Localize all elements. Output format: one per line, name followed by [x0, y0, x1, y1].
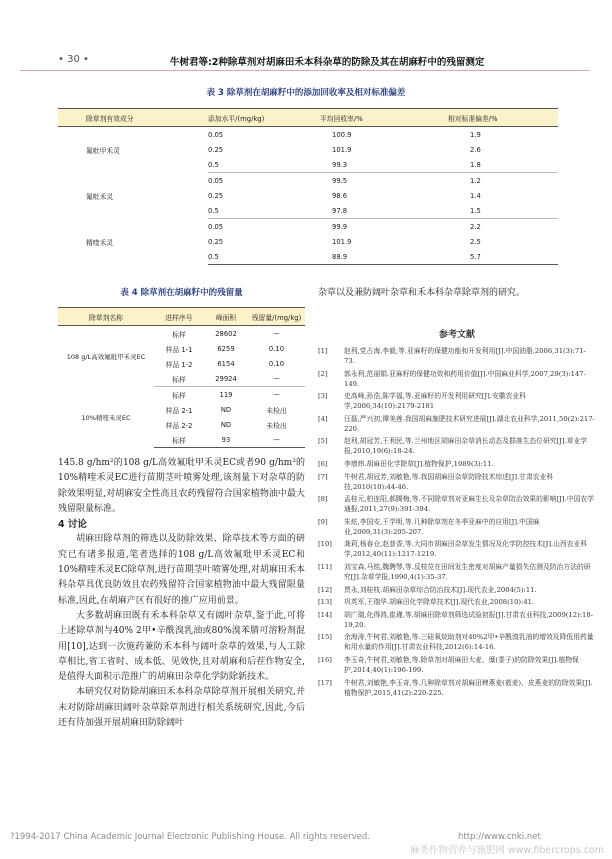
- table3-header-cell: 平均回收率/%: [320, 109, 448, 127]
- reference-text: 牛树君,胡冠芳,刘敏艳,等.我国胡麻田杂草防除技术综述[J].甘肃农业科技,2010(10):44-46.: [344, 472, 554, 491]
- reference-number: [4]: [318, 414, 328, 423]
- reference-item: [318, 369, 596, 389]
- reference-number: [13]: [318, 598, 332, 607]
- reference-item: [318, 494, 596, 514]
- table3-cell: 1.9: [470, 130, 481, 139]
- paragraph-discussion-3: 本研究仅对防除胡麻田禾本科杂草除草剂开展相关研究,并未对防除胡麻田阔叶杂草除草剂进行相关系统研究,因此,今后还有待加强开展胡麻田防除阔叶: [58, 687, 305, 729]
- reference-text: 胡广瑞,化得鸿,崔瑾,等.胡麻田除草剂筛选试验初报[J].甘肃农业科技,2009(12):18-19,20.: [344, 610, 593, 629]
- footer-url[interactable]: http://www.cnki.net: [458, 832, 541, 842]
- reference-item: [318, 655, 596, 675]
- table4-cell: 未检出: [266, 406, 287, 415]
- reference-item: [318, 610, 596, 630]
- reference-number: [2]: [318, 369, 328, 378]
- table4-header-cell: 除草剂名称: [58, 308, 154, 326]
- reference-item: [318, 678, 596, 698]
- reference-number: [6]: [318, 459, 328, 468]
- reference-item: [318, 585, 596, 595]
- table4-caption: 表 4 除草剂在胡麻籽中的残留量: [120, 288, 243, 298]
- reference-number: [5]: [318, 437, 328, 446]
- table4: [58, 307, 305, 448]
- table3-cell: 0.05: [208, 176, 224, 185]
- table3-cell: 0.5: [208, 203, 320, 219]
- table3-row: [58, 127, 558, 143]
- reference-text: 赵利,胡冠芳,王利民,等.兰州地区胡麻田杂草消长动态及群落生态位研究[J].草业学报,2010,19(6):18-24.: [344, 437, 588, 456]
- reference-item: [318, 472, 596, 492]
- reference-text: 李玉奇,牛树君,刘敏艳,等.除草剂对胡麻田大麦、糜(黍子)的防除效果[J].植物保护,2014,40(1):196-199.: [344, 655, 579, 674]
- reference-number: [17]: [318, 678, 332, 687]
- table4-cell: 119: [219, 390, 233, 399]
- table4-group-name: 10%精喹禾灵EC: [81, 413, 131, 422]
- table4-cell: 未检出: [266, 421, 287, 430]
- running-title: 牛树君等:2种除草剂对胡麻田禾本科杂草的防除及其在胡麻籽中的残留测定: [170, 57, 485, 68]
- reference-item: [318, 539, 596, 559]
- table4-cell: ND: [220, 420, 232, 429]
- reference-text: 赵利,党占海,李毅,等.亚麻籽的保健功能和开发利用[J].中国油脂,2006,31(3):71-73.: [344, 347, 586, 365]
- reference-text: 史高峰,孙浩,陈学福,等.亚麻籽的开发利用研究[J].安徽农业科学,2006,34(10):2179-2181: [344, 392, 526, 411]
- table4-cell: —: [273, 390, 280, 399]
- table3-cell: 0.05: [208, 130, 224, 139]
- reference-item: [318, 562, 596, 582]
- table4-header-cell: 进样序号: [154, 308, 204, 326]
- table3-cell: 97.8: [320, 203, 448, 219]
- table3-cell: 100.9: [332, 130, 352, 139]
- paragraph-right-continued: 杂草以及兼防阔叶杂草和禾本科杂草除草剂的研究。: [318, 288, 526, 298]
- table3-group-name: 氟吡禾灵: [86, 192, 114, 201]
- watermark: 麻类作物营养与施肥网 www.fibercrops.com: [409, 845, 604, 856]
- table3-cell: 1.4: [470, 191, 481, 200]
- reference-number: [7]: [318, 472, 328, 481]
- table4-cell: 样品 2-1: [165, 406, 193, 415]
- reference-number: [10]: [318, 540, 332, 549]
- reference-text: 朱炫,李国安,王学明,等.几种除草剂在冬季亚麻中的应用[J].中国麻业,2009,31(3):205-207.: [344, 517, 540, 536]
- table4-cell: 标样: [172, 330, 186, 339]
- reference-number: [15]: [318, 633, 332, 642]
- reference-number: [9]: [318, 517, 328, 526]
- table4-header-cell: 峰面积: [204, 308, 248, 326]
- table3-header-cell: 添加水平/(mg/kg): [208, 109, 320, 127]
- table4-cell: 29924: [204, 371, 248, 387]
- table3-cell: 1.2: [470, 176, 481, 185]
- paragraph-discussion-2: 大多数胡麻田既有禾本科杂草又有阔叶杂草,鉴于此,可将上述除草剂与40% 2甲•辛酰溴乳油或80%溴苯腈可溶粉剂混用[10],达到一次施药兼防禾本科与阔叶杂草的效果,与人工除草相比,省工省时、成本低、见效快,且对胡麻和后茬作物安全,是值得大面积示范推广的胡麻田杂草化学防除新技术。: [58, 610, 305, 683]
- table3-cell: 99.5: [332, 176, 348, 185]
- reference-list: [318, 346, 596, 698]
- table3-header-cell: 除草剂有效成分: [58, 109, 208, 127]
- table4-cell: 样品 2-2: [165, 421, 193, 430]
- page-number: • 30 •: [58, 54, 89, 65]
- table3-cell: 2.2: [470, 222, 481, 231]
- table3-cell: 99.9: [332, 222, 348, 231]
- reference-item: [318, 632, 596, 652]
- reference-text: 贾永,刘桂枝.胡麻田杂草综合防治技术[J].现代农业,2004(5):11.: [344, 585, 537, 594]
- reference-text: 余海涛,牛树君,刘敏艳,等.三硅氧烷助剂对40%2甲•辛酰溴乳油的增效及降低用药量和用水量的作用[J].甘肃农业科技,2012(6):14-16.: [344, 633, 594, 652]
- table3-cell: 2.6: [470, 145, 481, 154]
- page-header: [20, 50, 590, 71]
- reference-item: [318, 414, 596, 434]
- reference-text: 李增炜.胡麻田化学除草[J].植物保护,1989(3):11.: [344, 459, 494, 468]
- table4-header-row: [58, 308, 305, 326]
- reference-number: [1]: [318, 347, 328, 355]
- reference-item: [318, 346, 596, 366]
- table4-row: [58, 387, 305, 403]
- table4-cell: 93: [204, 432, 248, 448]
- table4-cell: 6259: [217, 344, 235, 353]
- reference-number: [11]: [318, 562, 332, 571]
- reference-number: [8]: [318, 495, 328, 504]
- reference-number: [12]: [318, 585, 332, 594]
- right-column-text: [318, 286, 596, 301]
- reference-text: 郭永利,范丽娟.亚麻籽的保健功效和药用价值[J].中国麻业科学,2007,29(3):147-149.: [344, 369, 586, 388]
- table4-cell: 标样: [154, 371, 204, 387]
- paragraph-continued: 145.8 g/hm²的108 g/L高效氟吡甲禾灵EC或者90 g/hm²的10%精喹禾灵EC进行苗期茎叶喷雾处理,该剂量下对杂草的防除效果明显,对胡麻安全性高且农药残留符合国家植物油中最大残留限量标准。: [58, 458, 305, 514]
- references-title: 参考文献: [438, 330, 475, 340]
- table3-cell: 5.7: [448, 249, 558, 265]
- table4-cell: 0.10: [268, 344, 285, 353]
- table4-row: [58, 326, 305, 342]
- reference-item: [318, 391, 596, 411]
- table4-cell: 样品 1-2: [165, 360, 193, 369]
- reference-item: [318, 436, 596, 456]
- table4-cell: —: [248, 432, 305, 448]
- table3-cell: 98.6: [332, 191, 348, 200]
- table4-group-name: 108 g/L高效氟吡甲禾灵EC: [66, 352, 146, 361]
- table3-cell: 101.9: [332, 145, 352, 154]
- table4-cell: —: [248, 371, 305, 387]
- table4-cell: 标样: [172, 391, 186, 400]
- table4-cell: 样品 1-1: [165, 345, 193, 354]
- table4-cell: ND: [220, 405, 232, 414]
- reference-text: 龚莉,杨春仓,赵普香,等.大同市胡麻田杂草发生情况及化学防控技术[J].山西农业科学,2012,40(11):1217-1219.: [344, 540, 588, 559]
- reference-number: [14]: [318, 610, 332, 619]
- left-column-text: [58, 456, 305, 731]
- reference-text: 刘宝森,马铭,魏聘琴,等.反枝苋在田间发生密度对胡麻产量损失估测及防治方法的研究[J].杂草学报,1990,4(1):35-37.: [344, 562, 591, 581]
- table3-cell: 0.05: [208, 222, 224, 231]
- table3-cell: 1.5: [448, 203, 558, 219]
- table4-cell: 0.10: [268, 359, 285, 368]
- reference-item: [318, 517, 596, 537]
- reference-item: [318, 597, 596, 607]
- table3-cell: 2.5: [470, 237, 481, 246]
- table3-group-name: 氟吡甲禾灵: [86, 146, 120, 155]
- table3-cell: 1.8: [448, 157, 558, 173]
- table3-row: [58, 173, 558, 189]
- reference-text: 牛树君,刘敏艳,李玉奇,等.几种除草剂对胡麻田稗燕麦(莜麦)、皮燕麦的防除效果[J].植物保护,2015,41(2):220-225.: [344, 678, 593, 697]
- table3-cell: 0.25: [208, 191, 224, 200]
- table3-cell: 0.5: [208, 249, 320, 265]
- table3-cell: 0.25: [208, 237, 224, 246]
- reference-text: 巩英军,王瑞华.胡麻田化学除草技术[J].现代农业,2008(10):41.: [344, 598, 535, 607]
- table3-cell: 99.3: [320, 157, 448, 173]
- reference-item: [318, 459, 596, 469]
- footer: [10, 832, 610, 842]
- table3-row: [58, 219, 558, 235]
- table4-header-cell: 残留量/(mg/kg): [248, 308, 305, 326]
- table3-cell: 88.9: [320, 249, 448, 265]
- section-heading-discussion: 4 讨论: [58, 519, 87, 531]
- reference-number: [16]: [318, 655, 332, 664]
- references: [318, 330, 596, 700]
- table3-caption: 表 3 除草剂在胡麻籽中的添加回收率及相对标准偏差: [206, 88, 406, 98]
- table4-cell: 标样: [154, 432, 204, 448]
- reference-text: 孟桂元,柏连阳,郝腾梅,等.不同除草剂对亚麻生长及杂草防治效果的影响[J].中国农学通报,2011,27(9):391-394.: [344, 495, 594, 514]
- table3-group-name: 精喹禾灵: [86, 238, 114, 247]
- reference-number: [3]: [318, 392, 328, 401]
- table3-cell: 0.25: [208, 145, 224, 154]
- table3: [58, 108, 558, 265]
- table3-cell: 101.9: [332, 237, 352, 246]
- table3-cell: 0.5: [208, 157, 320, 173]
- table4-cell: 28602: [215, 329, 237, 338]
- reference-text: 汪磊,严兴初,谭美莲.我国胡麻施肥技术研究进展[J].湖北农业科学,2011,50(2):217-220.: [344, 414, 595, 433]
- paragraph-discussion-1: 胡麻田除草剂的筛选以及防除效果、除草技术等方面的研究已有诸多报道,笔者选择的108 g/L高效氟吡甲禾灵EC和10%精喹禾灵EC除草剂,进行苗期茎叶喷雾处理,对胡麻田禾本科杂草具优良防效且农药残留符合国家植物油中最大残留限量标准,因此,在胡麻产区有很好的推广应用前景。: [58, 534, 305, 606]
- footer-copyright: ?1994-2017 China Academic Journal Electronic Publishing House. All rights reserved.: [10, 832, 370, 842]
- table4-cell: —: [273, 329, 280, 338]
- table4-cell: 6154: [217, 359, 235, 368]
- table3-header-cell: 相对标准偏差/%: [448, 109, 558, 127]
- table3-header-row: [58, 109, 558, 127]
